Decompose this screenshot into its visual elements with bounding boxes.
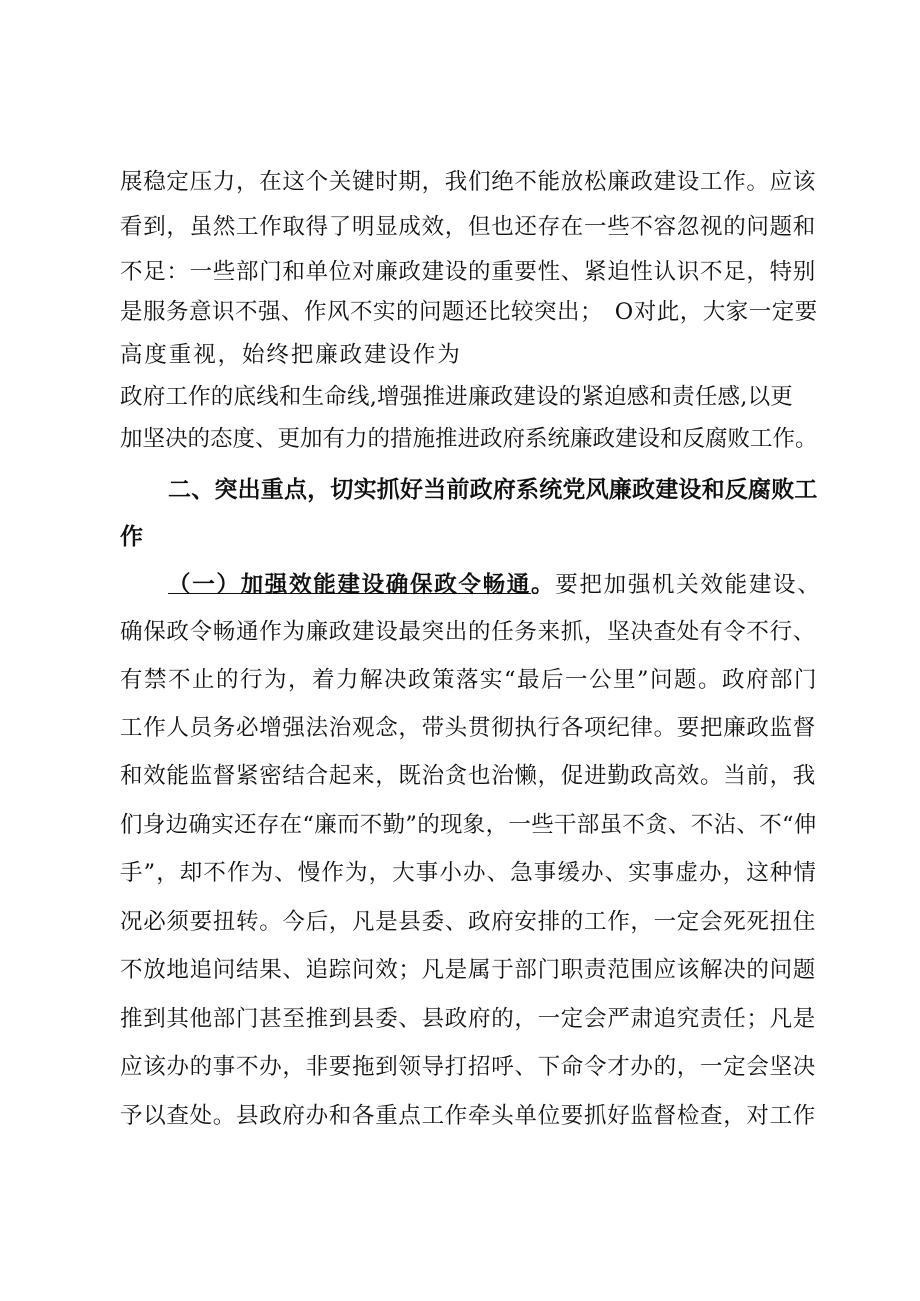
section-heading-line-2: 作 — [120, 524, 144, 550]
text-line: 不足：一些部门和单位对廉政建设的重要性、紧迫性认识不足，特别 — [120, 259, 817, 285]
text-line: 看到，虽然工作取得了明显成效，但也还存在一些不容忽视的问题和 — [120, 214, 817, 240]
text-line: 是服务意识不强、作风不实的问题还比较突出； O对此，大家一定要 — [120, 299, 818, 325]
text-line: 应该办的事不办，非要拖到领导打招呼、下命令才办的，一定会坚决 — [120, 1054, 817, 1080]
subheading-period: 。 — [531, 572, 556, 598]
text-line: 况必须要扭转。今后，凡是县委、政府安排的工作，一定会死死扭住 — [120, 909, 817, 935]
subheading: （一）加强效能建设确保政令畅通 — [168, 572, 532, 598]
text-line: 确保政令畅通作为廉政建设最突出的任务来抓，坚决查处有令不行、 — [120, 619, 817, 645]
text-line: 有禁不止的行为，着力解决政策落实“最后一公里”问题。政府部门 — [120, 667, 819, 693]
text-line: 和效能监督紧密结合起来，既治贪也治懒，促进勤政高效。当前，我 — [120, 763, 817, 789]
text-line: 予以查处。县政府办和各重点工作牵头单位要抓好监督检查，对工作 — [120, 1103, 817, 1129]
section-heading-line-1: 二、突出重点，切实抓好当前政府系统党风廉政建设和反腐败工 — [168, 477, 818, 503]
text-line: 推到其他部门甚至推到县委、县政府的，一定会严肃追究责任；凡是 — [120, 1006, 817, 1032]
first-line-rest: 要把加强机关效能建设、 — [555, 572, 822, 598]
text-line: 们身边确实还存在“廉而不勤”的现象，一些干部虽不贪、不沾、不“伸 — [120, 812, 817, 838]
text-line: 手”，却不作为、慢作为，大事小办、急事缓办、实事虚办，这种情 — [120, 860, 818, 886]
text-line: 展稳定压力，在这个关键时期，我们绝不能放松廉政建设工作。应该 — [120, 169, 817, 195]
text-line: 不放地追问结果、追踪问效；凡是属于部门职责范围应该解决的问题 — [120, 957, 817, 983]
text-line: 高度重视，始终把廉政建设作为 — [120, 342, 462, 368]
text-line: 政府工作的底线和生命线,增强推进廉政建设的紧迫感和责任感,以更 — [120, 384, 794, 410]
text-line-with-subheading — [168, 570, 820, 600]
text-line: 工作人员务必增强法治观念，带头贯彻执行各项纪律。要把廉政监督 — [120, 715, 817, 741]
text-line: 加坚决的态度、更加有力的措施推进政府系统廉政建设和反腐败工作。 — [120, 426, 818, 452]
